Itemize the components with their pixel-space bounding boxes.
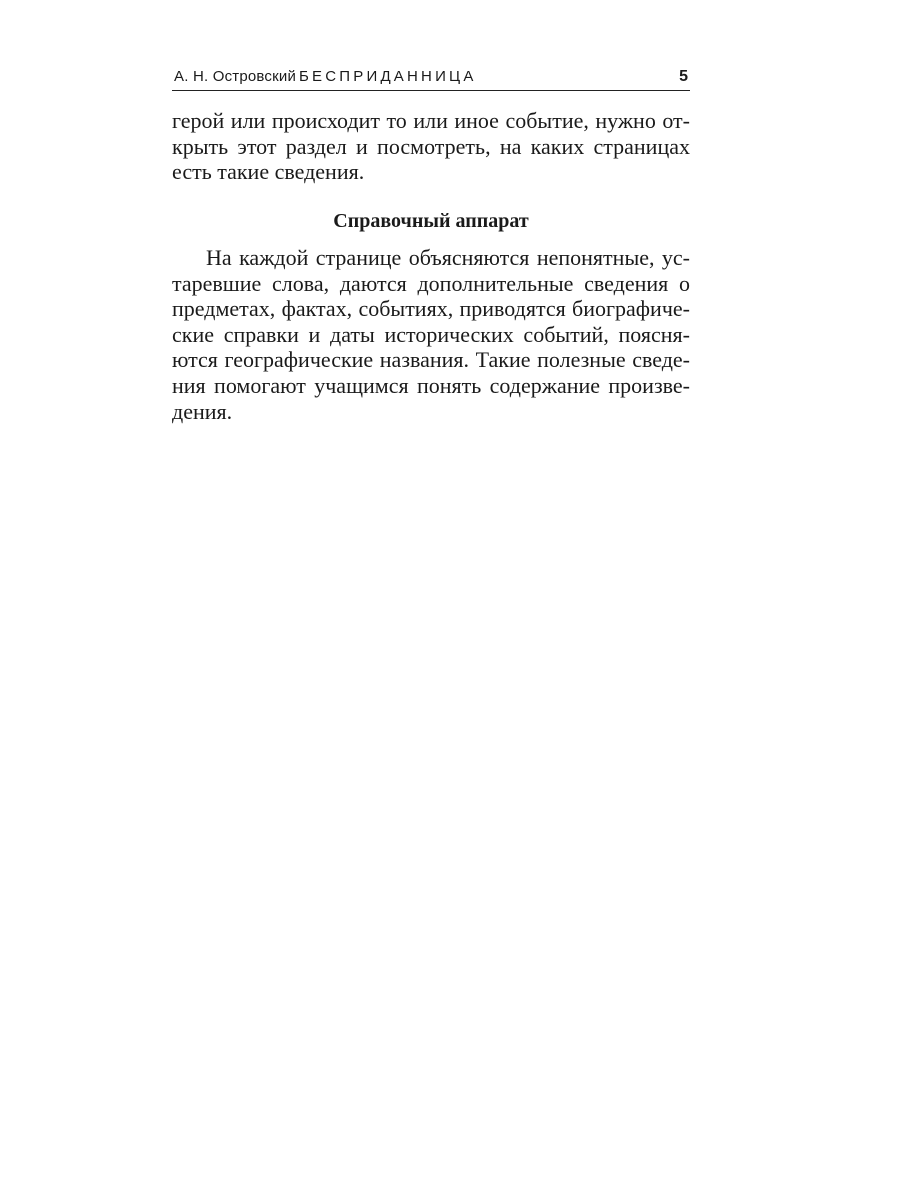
text-line: таревшие слова, даются дополнительные сведения о [172,270,690,296]
text-line: герой или происходит то или иное событие, нужно от- [172,108,690,133]
text-line: ются географические названия. Такие полезные сведе- [172,347,690,373]
page-number: 5 [679,68,688,85]
text-line: ские справки и даты исторических событий, поясня- [172,321,690,347]
running-header [172,66,690,91]
text-line: ния помогают учащимся понять содержание произве- [172,372,690,398]
header-title: БЕСПРИДАННИЦА [299,68,477,85]
text-line: есть такие сведения. [172,159,365,184]
text-line: крыть этот раздел и посмотреть, на каких страницах [172,133,690,159]
header-author: А. Н. Островский [174,68,297,85]
paragraph-reference-apparatus [172,245,690,424]
text-line: На каждой странице объясняются непонятные, ус- [206,245,690,270]
section-heading: Справочный аппарат [333,210,529,232]
text-line: предметах, фактах, событиях, приводятся биографиче- [172,296,690,322]
text-line: дения. [172,398,233,424]
paragraph-continued [172,108,690,185]
